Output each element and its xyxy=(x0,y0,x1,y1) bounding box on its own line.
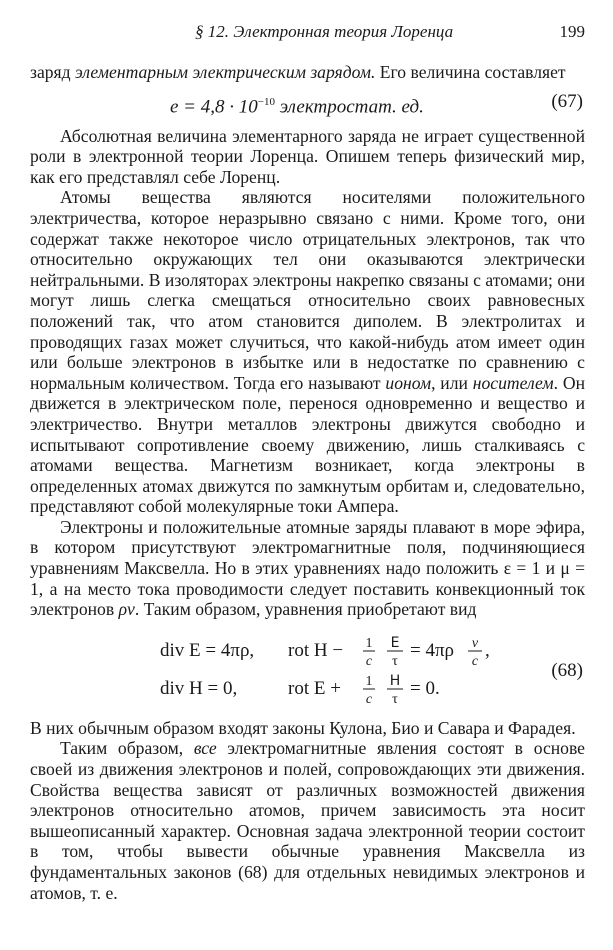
equation-67-exponent: −10 xyxy=(257,95,275,108)
text-run: . Он движется в электрическом поле, перенося одновременно и вещество и электричество. Внутри металлов электроны движутся свободно и испытывают сопротивление своему движению, лишь сталкиваясь с атомами вещества. Магнетизм возникает, когда электроны в определенных атомах движутся по замкнутым орбитам и, следовательно, представляют собой молекулярные токи Ампера. xyxy=(30,372,585,517)
eq68-row1-rot: rot H − xyxy=(288,639,344,661)
text-run: , или xyxy=(431,372,473,393)
emphasis-term: элементарным электрическим зарядом. xyxy=(75,62,376,82)
eq68-row2-frac1-num: 1 xyxy=(365,673,373,689)
running-header xyxy=(30,22,585,48)
eq68-row1-frac1-num: 1 xyxy=(365,635,373,651)
running-title: § 12. Электронная теория Лоренца xyxy=(195,22,454,41)
paragraph-5: В них обычным образом входят законы Кулона, Био и Савара и Фарадея. xyxy=(30,717,576,738)
paragraph-1 xyxy=(30,62,585,83)
eq68-row1-frac3-num: v xyxy=(471,635,479,651)
equation-67-number: (67) xyxy=(551,90,583,112)
eq68-row1-eq: = 4πρ xyxy=(410,639,455,661)
equation-68-number: (68) xyxy=(551,659,583,681)
emphasis-term: ρv xyxy=(118,599,135,620)
page-number: 199 xyxy=(559,22,585,41)
eq68-row1-end: , xyxy=(485,639,490,661)
eq68-row1-frac1-den: c xyxy=(365,653,373,669)
emphasis-term: носителем xyxy=(472,372,554,393)
eq68-row1-div: div E = 4πρ, xyxy=(160,639,255,661)
eq68-row2-rot: rot E + xyxy=(288,677,341,699)
equation-68 xyxy=(30,632,585,710)
text-run: электромагнитные явления состоят в основе своей из движения электронов и полей, сопровождающих эти движения. Свойства вещества зависят от различных возможностей движения электронов относительно атомов, причем зависимость эта носит вышеописанный характер. Основная задача электронной теории состоит в том, чтобы вывести обычные уравнения Максвелла из фундаментальных законов (68) для отдельных невидимых электронов и атомов, т. е. xyxy=(30,738,585,903)
equation-67 xyxy=(30,89,585,120)
paragraph-4 xyxy=(30,517,585,620)
eq68-row1-frac2-den: τ xyxy=(392,653,398,669)
emphasis-term: ионом xyxy=(385,372,432,393)
eq68-row1-frac3-den: c xyxy=(471,653,479,669)
paragraph-2: Абсолютная величина элементарного заряда не играет существенной роли в электронной теории Лоренца. Опишем теперь физический мир, как его представлял себе Лоренц. xyxy=(30,125,585,187)
equation-68-graphic xyxy=(30,632,585,712)
paragraph-6 xyxy=(30,738,585,903)
equation-67-unit: электростат. ед. xyxy=(274,95,424,117)
eq68-row2-eq: = 0. xyxy=(410,677,440,699)
text-run: Его величина составляет xyxy=(375,62,566,82)
eq68-row2-frac2-num: H xyxy=(389,672,401,689)
equation-67-formula xyxy=(170,92,424,118)
eq68-row2-frac2-den: τ xyxy=(392,691,398,707)
paragraph-3 xyxy=(30,187,585,517)
text-run: Электроны и положительные атомные заряды плавают в море эфира, в котором присутствуют электромагнитные поля, подчиняющиеся уравнениям Максвелла. Но в этих уравнениях надо положить ε = 1 и μ = 1, а на место тока проводимости следует поставить конвекционный ток электронов xyxy=(30,516,585,620)
eq68-row2-frac1-den: c xyxy=(365,691,373,707)
body-text xyxy=(30,62,585,903)
eq68-row1-frac2-num: E xyxy=(390,634,400,651)
text-run: Таким образом, xyxy=(60,738,194,759)
equation-67-lhs: e = 4,8 · 10 xyxy=(170,95,258,117)
text-run: заряд xyxy=(30,62,75,82)
eq68-row2-div: div H = 0, xyxy=(160,677,238,699)
emphasis-term: все xyxy=(193,738,217,759)
text-run: . Таким образом, уравнения приобретают вид xyxy=(134,599,477,620)
text-run: Атомы вещества являются носителями положительного электричества, которое неразрывно связано с ними. Кроме того, они содержат также некоторое число отрицательных электронов, так что относительно окружающих тел они оказываются электрически нейтральными. В изоляторах электроны накрепко связаны с атомами; они могут лишь слегка смещаться относительно своих равновесных положений так, что атом становится диполем. В электролитах и проводящих газах может случиться, что какой-нибудь атом имеет один или больше электронов в избытке или в недостатке по сравнению с нормальным количеством. Тогда его называют xyxy=(30,187,585,393)
